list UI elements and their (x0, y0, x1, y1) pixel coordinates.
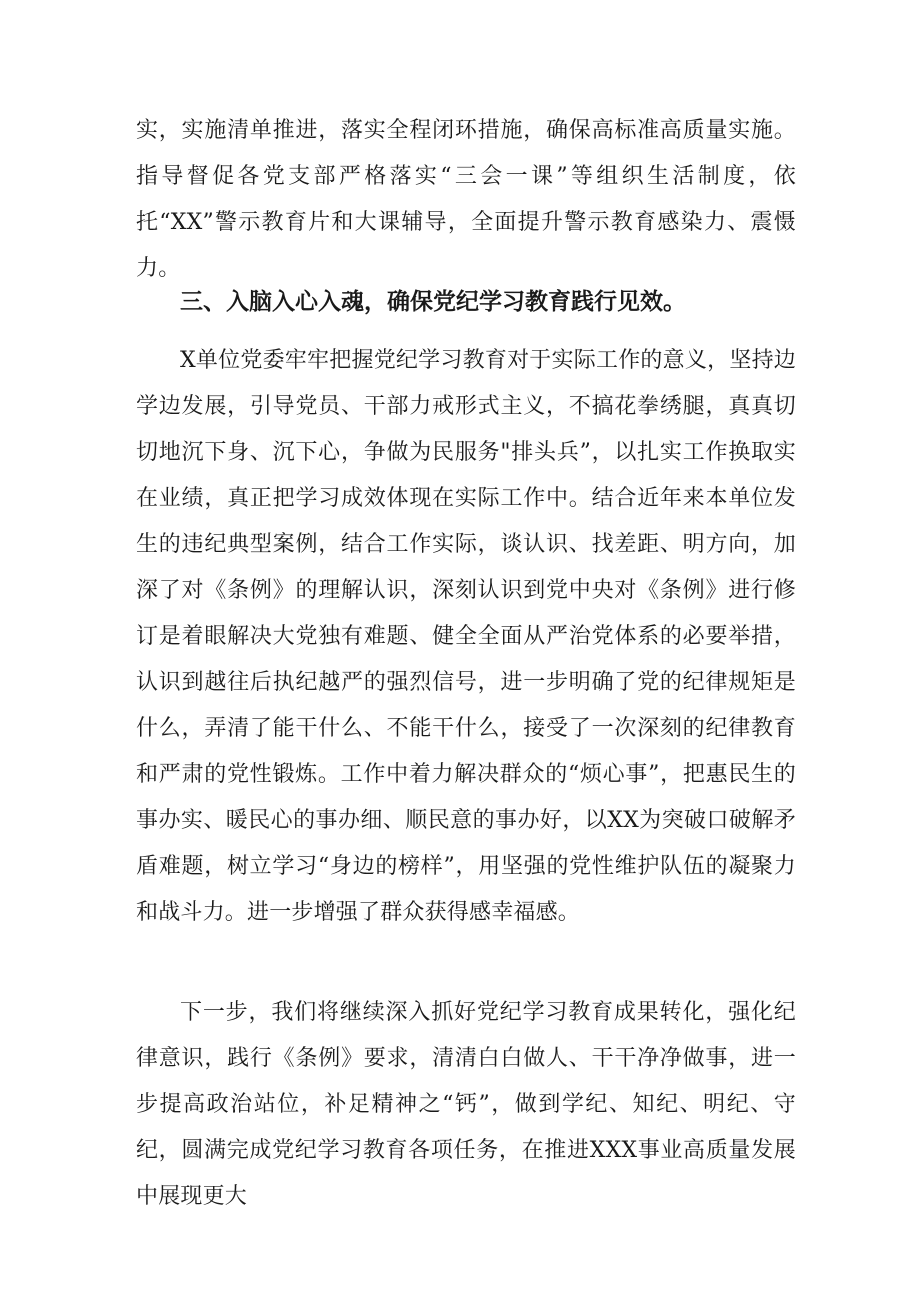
paragraph-next-steps: 下一步，我们将继续深入抓好党纪学习教育成果转化，强化纪律意识，践行《条例》要求，清清白白做人、干干净净做事，进一步提高政治站位，补足精神之“钙”，做到学纪、知纪、明纪、守纪，圆满完成党纪学习教育各项任务，在推进XXX事业高质量发展中展现更大 (136, 1000, 796, 1209)
section-heading: 三、入脑入心入魂，确保党纪学习教育践行见效。 (180, 289, 686, 315)
paragraph-continuation: 实，实施清单推进，落实全程闭环措施，确保高标准高质量实施。指导督促各党支部严格落实“三会一课”等组织生活制度，依托“XX”警示教育片和大课辅导，全面提升警示教育感染力、震慑力。 (136, 118, 796, 281)
paragraph-main: X单位党委牢牢把握党纪学习教育对于实际工作的意义，坚持边学边发展，引导党员、干部力戒形式主义，不搞花拳绣腿，真真切切地沉下身、沉下心，争做为民服务"排头兵”，以扎实工作换取实在业绩，真正把学习成效体现在实际工作中。结合近年来本单位发生的违纪典型案例，结合工作实际，谈认识、找差距、明方向，加深了对《条例》的理解认识，深刻认识到党中央对《条例》进行修订是着眼解决大党独有难题、健全全面从严治党体系的必要举措，认识到越往后执纪越严的强烈信号，进一步明确了党的纪律规矩是什么，弄清了能干什么、不能干什么，接受了一次深刻的纪律教育和严肃的党性锻炼。工作中着力解决群众的“烦心事”，把惠民生的事办实、暖民心的事办细、顺民意的事办好，以XX为突破口破解矛盾难题，树立学习“身边的榜样”，用坚强的党性维护队伍的凝聚力和战斗力。进一步增强了群众获得感幸福感。 (136, 348, 796, 925)
